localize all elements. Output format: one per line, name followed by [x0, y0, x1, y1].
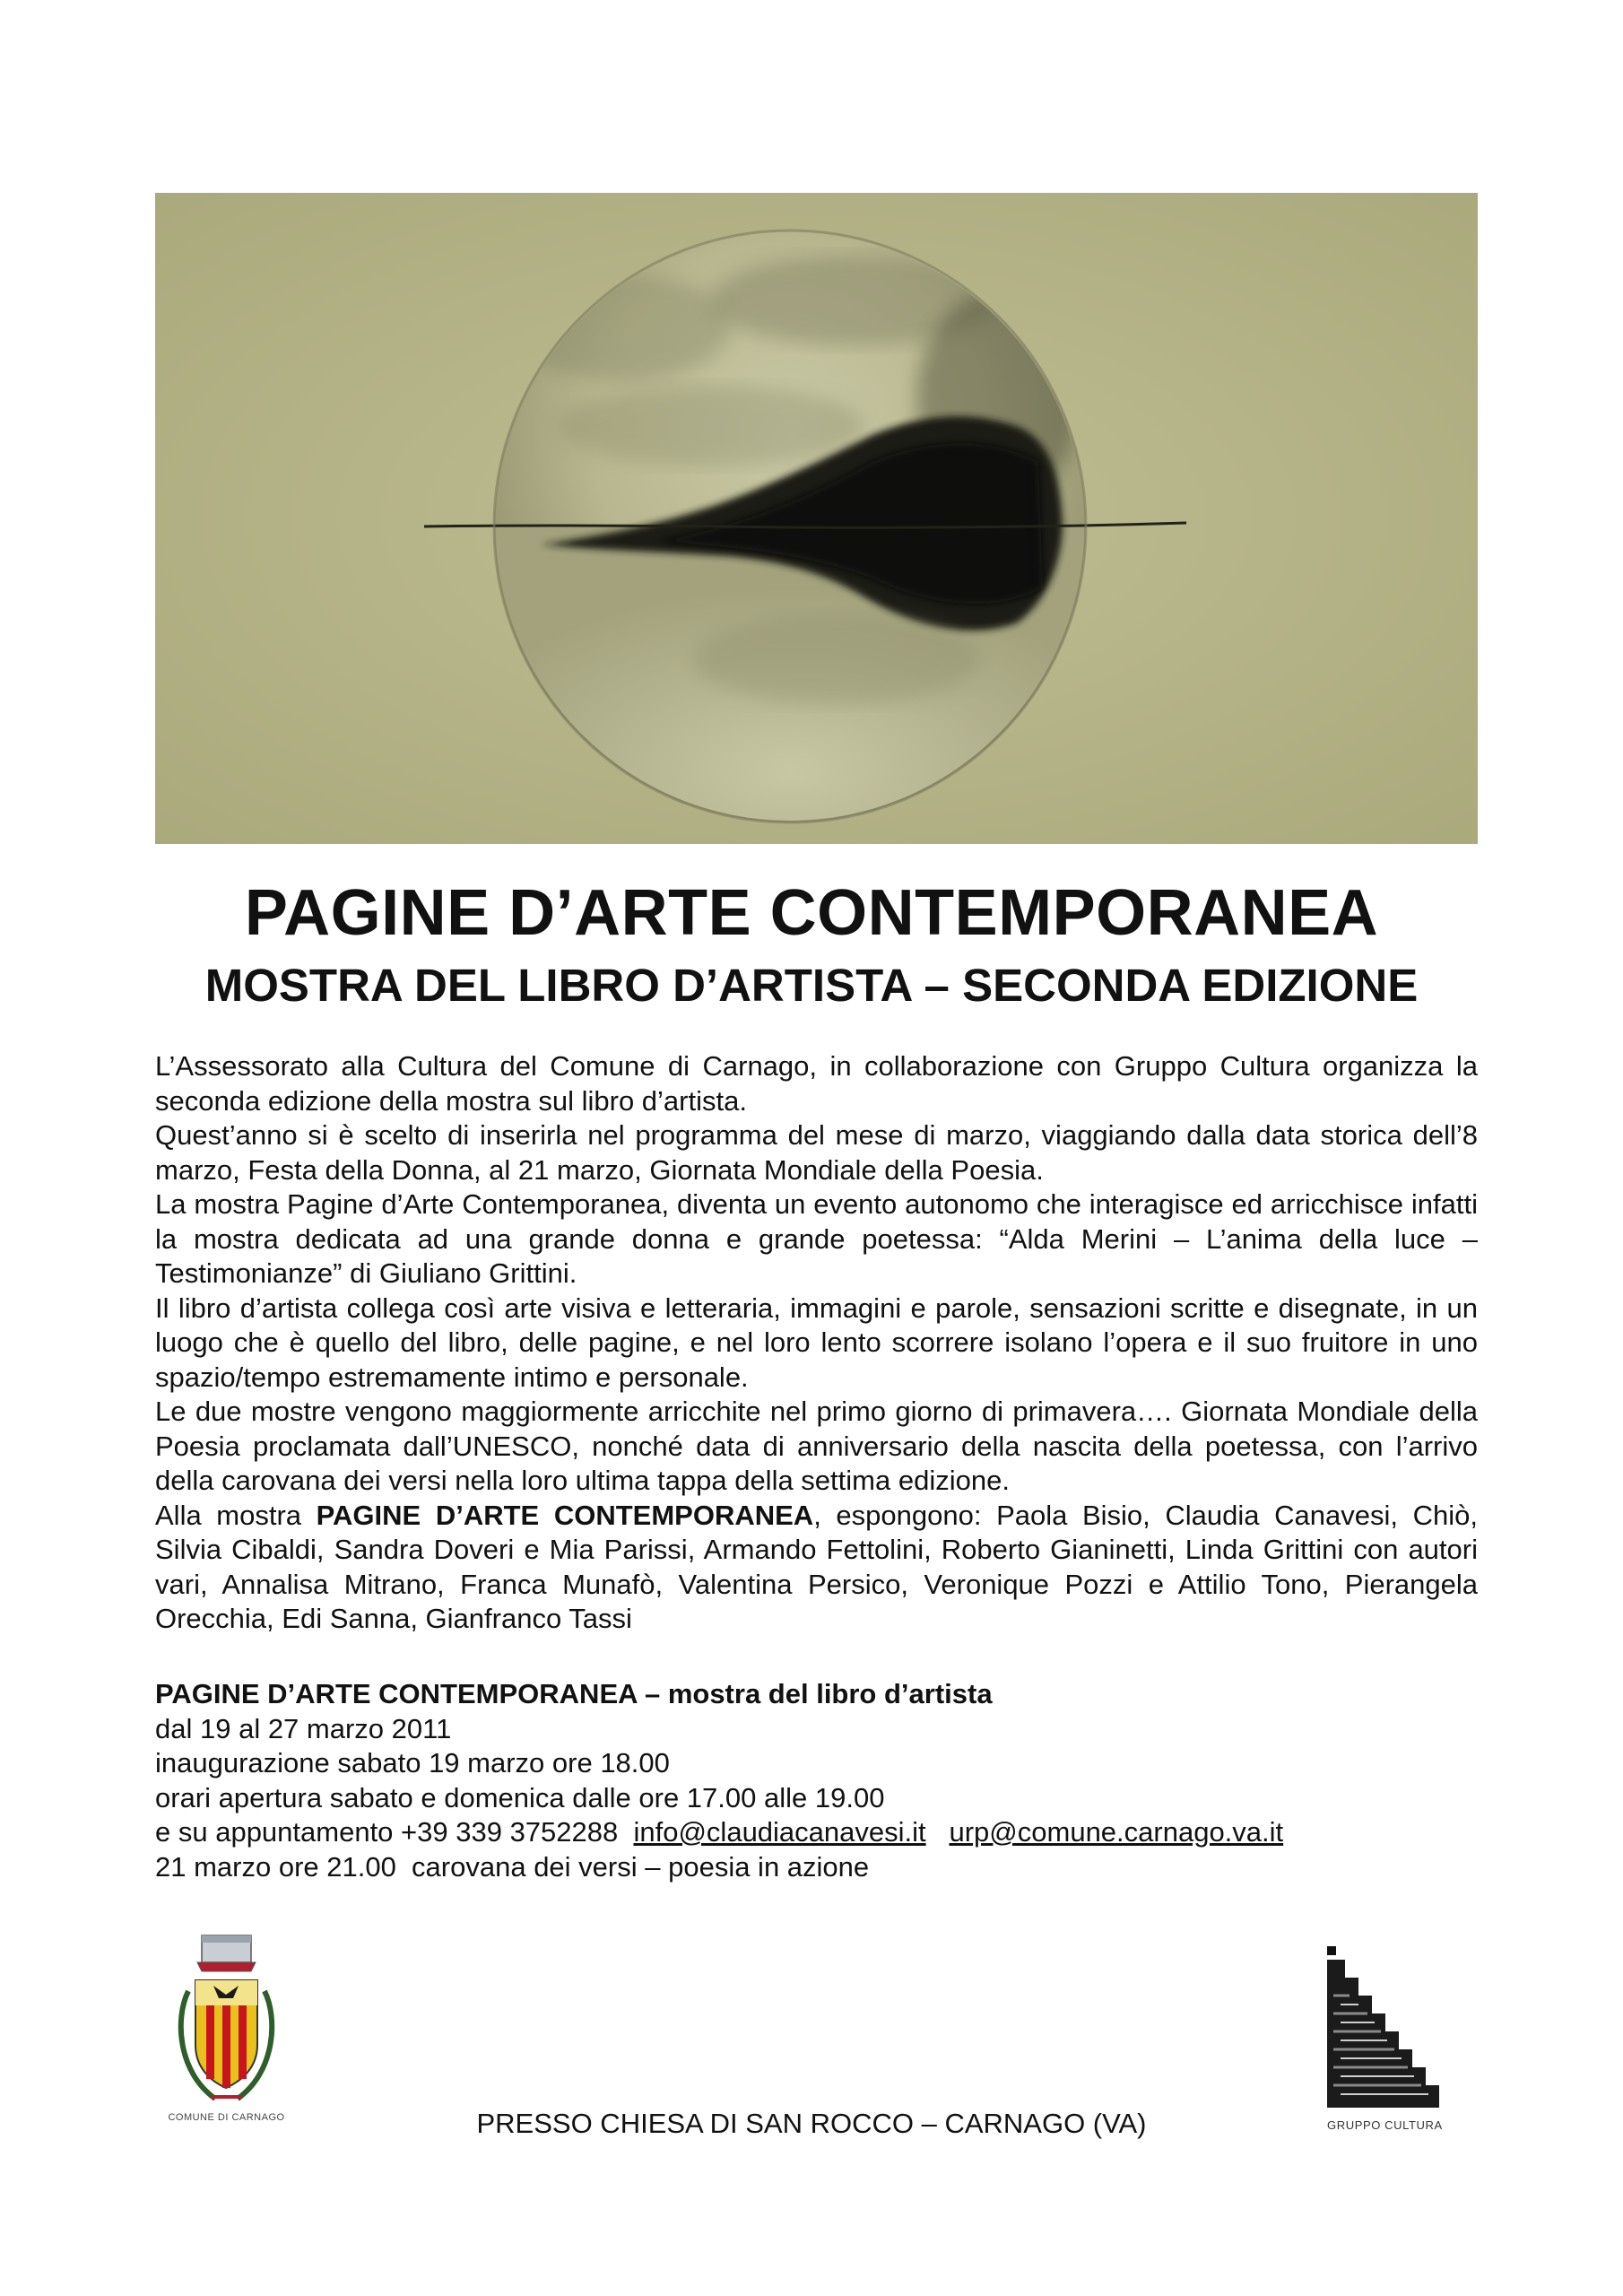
exhibitors-prefix: Alla mostra — [155, 1499, 317, 1531]
event-info — [155, 1677, 1478, 1884]
email-link-claudia[interactable]: info@claudiacanavesi.it — [633, 1816, 926, 1848]
paragraph-intro: L’Assessorato alla Cultura del Comune di Carnago, in collaborazione con Gruppo Cultura organizza la seconda edizione della mostra sul libro d’artista. — [155, 1050, 1478, 1117]
artwork-image — [155, 193, 1478, 844]
exhibitors-list: , espongono: Paola Bisio, Claudia Canavesi, Chiò, Silvia Cibaldi, Sandra Doveri e Mia Parissi, Armando Fettolini, Roberto Gianinetti, Linda Grittini con autori vari, Annalisa Mitrano, Franca Munafò, Valentina Persico, Veronique Pozzi e Attilio Tono, Pierangela Orecchia, Edi Sanna, Gianfranco Tassi — [155, 1499, 1478, 1634]
paragraph-exhibitors — [155, 1499, 1478, 1637]
paragraph-spring: Le due mostre vengono maggiormente arricchite nel primo giorno di primavera…. Giornata Mondiale della Poesia proclamata dall’UNESCO, nonché data di anniversario della nascita della poetessa, con l’arrivo della carovana dei versi nella loro ultima tappa della settima edizione. — [155, 1396, 1478, 1496]
comune-carnago-caption: COMUNE DI CARNAGO — [168, 2112, 285, 2123]
appointment-phone: e su appuntamento +39 339 3752288 — [155, 1816, 634, 1848]
event-inauguration: inaugurazione sabato 19 marzo ore 18.00 — [155, 1747, 670, 1779]
email-link-comune[interactable]: urp@comune.carnago.va.it — [949, 1816, 1284, 1848]
event-info-heading: PAGINE D’ARTE CONTEMPORANEA – mostra del libro d’artista — [155, 1678, 993, 1709]
paragraph-exhibition: La mostra Pagine d’Arte Contemporanea, diventa un evento autonomo che interagisce ed arricchisce infatti la mostra dedicata ad una grande donna e grande poetessa: “Alda Merini – L’anima della luce – Testimonianze” di Giuliano Grittini. — [155, 1188, 1478, 1289]
event-dates: dal 19 al 27 marzo 2011 — [155, 1712, 452, 1744]
ink-circle-artwork — [155, 193, 1478, 844]
paragraph-artist-book: Il libro d’artista collega così arte visiva e letteraria, immagini e parole, sensazioni scritte e disegnate, in un luogo che è quello del libro, delle pagine, e nel loro lento scorrere isolano l’opera e il suo fruitore in uno spazio/tempo estremamente intimo e personale. — [155, 1292, 1478, 1393]
description-text — [155, 1049, 1478, 1637]
event-contacts — [155, 1815, 1478, 1850]
venue-text: PRESSO CHIESA DI SAN ROCCO – CARNAGO (VA) — [476, 2108, 1147, 2139]
gruppo-cultura-logo — [1323, 1942, 1448, 2112]
page-title: PAGINE D’ARTE CONTEMPORANEA — [244, 877, 1379, 949]
comune-carnago-crest-logo — [161, 1928, 291, 2126]
event-poetry-caravan: 21 marzo ore 21.00 carovana dei versi – poesia in azione — [155, 1850, 870, 1883]
page-subtitle: MOSTRA DEL LIBRO D’ARTISTA – SECONDA EDIZIONE — [204, 960, 1419, 1011]
exhibition-name-bold: PAGINE D’ARTE CONTEMPORANEA — [316, 1499, 814, 1531]
event-hours: orari apertura sabato e domenica dalle ore 17.00 alle 19.00 — [155, 1781, 885, 1813]
gruppo-cultura-caption: GRUPPO CULTURA — [1327, 2118, 1443, 2132]
paragraph-program: Quest’anno si è scelto di inserirla nel programma del mese di marzo, viaggiando dalla data storica dell’8 marzo, Festa della Donna, al 21 marzo, Giornata Mondiale della Poesia. — [155, 1119, 1478, 1186]
